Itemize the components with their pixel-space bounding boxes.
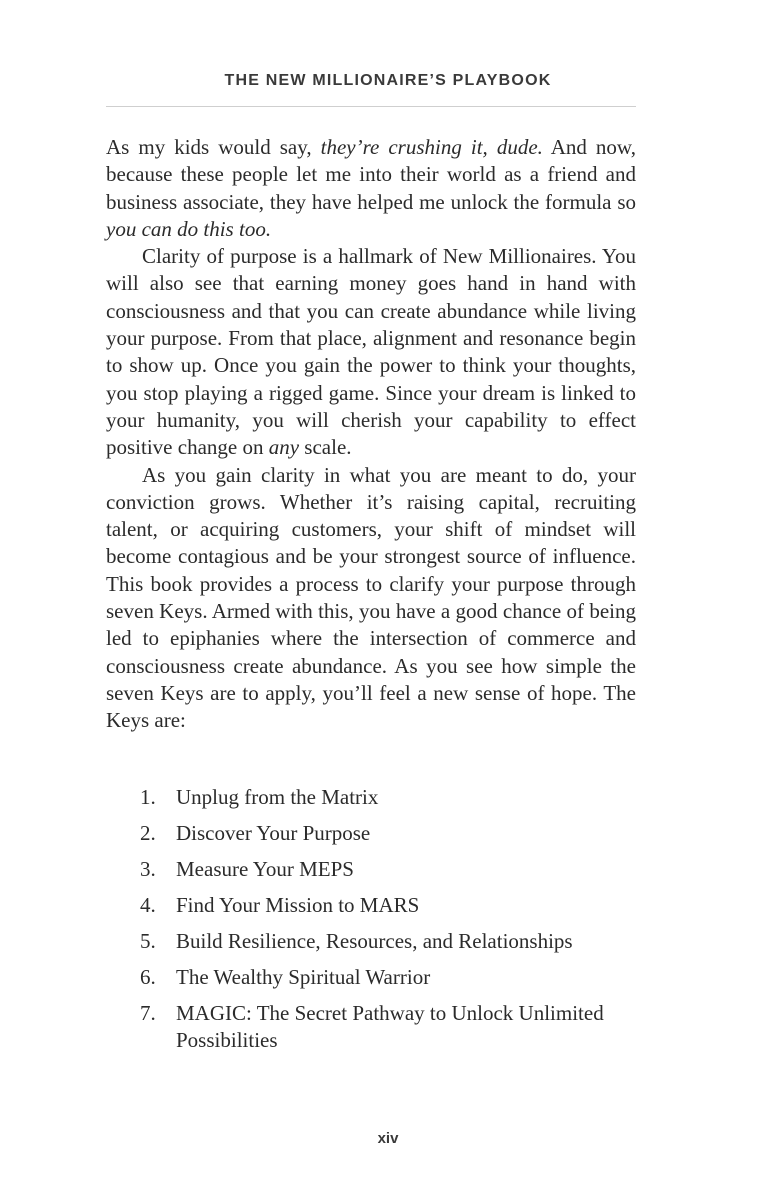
list-item — [140, 892, 610, 919]
list-item-text: Unplug from the Matrix — [176, 785, 379, 809]
running-head: THE NEW MILLIONAIRE’S PLAYBOOK — [224, 72, 552, 89]
paragraph — [106, 462, 636, 735]
list-item-number: 2. — [140, 820, 156, 845]
italic-text-segment: you can do this too. — [106, 216, 272, 241]
paragraph — [106, 134, 636, 243]
list-item-number: 3. — [140, 856, 156, 881]
list-item — [140, 928, 610, 955]
list-item-number: 1. — [140, 785, 156, 809]
body-text — [106, 134, 636, 735]
keys-list — [140, 784, 610, 1063]
italic-text-segment: they’re crushing it, dude. — [320, 135, 543, 159]
list-item — [140, 784, 610, 811]
paragraph — [106, 243, 636, 461]
list-item-number: 7. — [140, 1000, 156, 1025]
list-item-text: Discover Your Purpose — [176, 820, 371, 845]
page-number: xiv — [377, 1130, 399, 1147]
italic-text-segment: any — [268, 435, 300, 460]
text-segment: As you gain clarity in what you are meant to do, your conviction grows. Whether it’s raising capital, recruiting talent, or acquiring customers, your shift of mindset will become contagious and be your strongest source of influence. This book provides a process to clarify your purpose through seven Keys. Armed with this, you have a good chance of being led to epiphanies where the intersection of commerce and consciousness create abundance. As you see how simple the seven Keys are to apply, you’ll feel a new sense of hope. The Keys are: — [106, 462, 636, 733]
list-item-text: Find Your Mission to MARS — [176, 892, 420, 917]
text-segment: Clarity of purpose is a hallmark of New Millionaires. You will also see that earning money goes hand in hand with consciousness and that you can create abundance while living your purpose. From that place, alignment and resonance begin to show up. Once you gain the power to think your thoughts, you stop playing a rigged game. Since your dream is linked to your humanity, you will cherish your capability to effect positive change on — [106, 244, 636, 460]
list-item — [140, 856, 610, 883]
list-item-text: MAGIC: The Secret Pathway to Unlock Unlimited Possibilities — [176, 1000, 604, 1053]
list-item — [140, 964, 610, 991]
text-segment: scale. — [299, 435, 352, 460]
text-segment: And now, because these people let me into their world as a friend and business associate, they have helped me unlock the formula so — [106, 135, 636, 214]
list-item-number: 5. — [140, 928, 156, 953]
list-item-number: 4. — [140, 892, 156, 917]
list-item — [140, 1000, 610, 1055]
list-item-text: Measure Your MEPS — [176, 856, 354, 881]
list-item-text: The Wealthy Spiritual Warrior — [176, 964, 431, 989]
list-item — [140, 820, 610, 847]
list-item-number: 6. — [140, 964, 156, 989]
text-segment: As my kids would say, — [106, 135, 321, 159]
header-rule — [106, 106, 636, 107]
list-item-text: Build Resilience, Resources, and Relationships — [176, 928, 573, 953]
